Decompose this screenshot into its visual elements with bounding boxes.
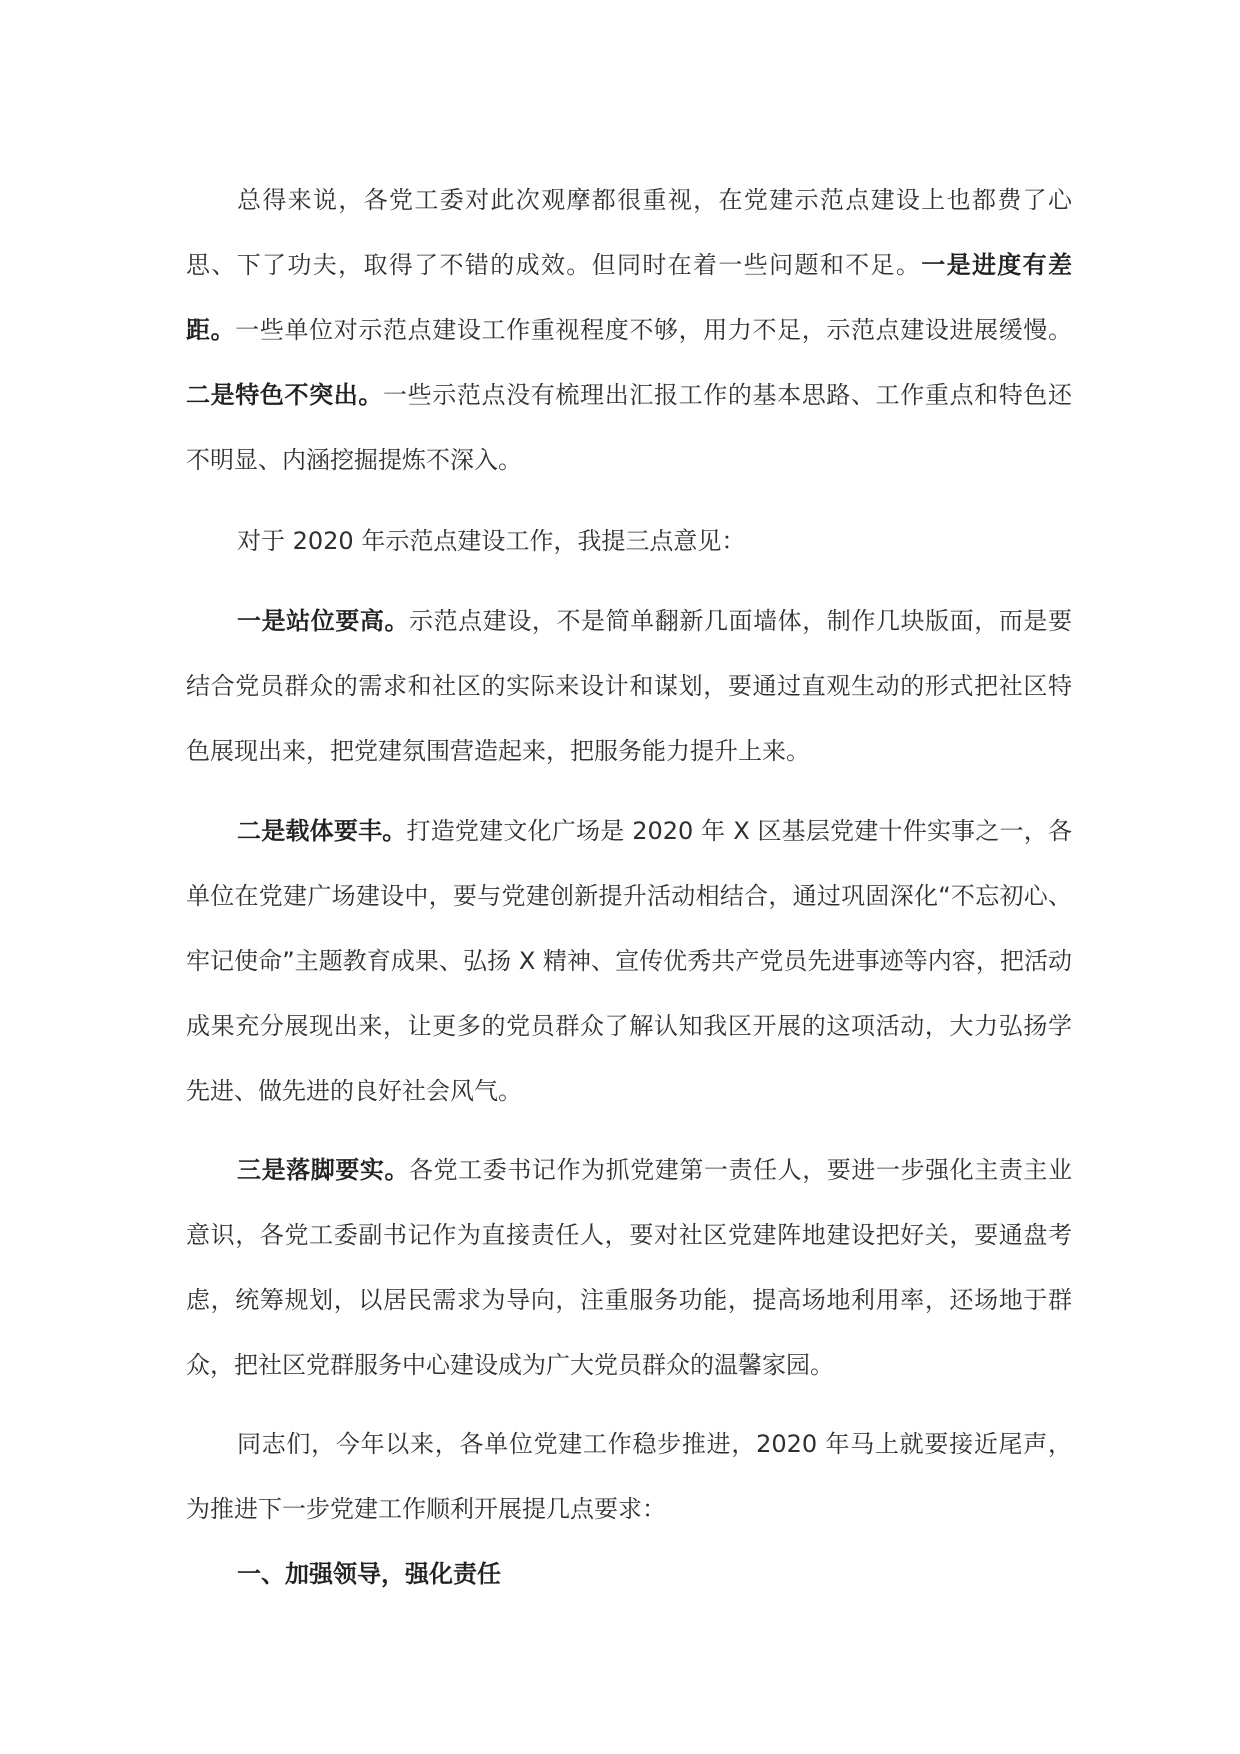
paragraph-opinion-1	[186, 589, 1072, 784]
bold-phrase: 二是载体要丰。	[237, 817, 407, 845]
paragraph-text: 打造党建文化广场是 2020 年 X 区基层党建十件实事之一，各单位在党建广场建设中，要与党建创新提升活动相结合，通过巩固深化“不忘初心、牢记使命”主题教育成果、弘扬 X 精神、宣传优秀共产党员先进事迹等内容，把活动成果充分展现出来，让更多的党员群众了解认知我区开展的这项活动，大力弘扬学先进、做先进的良好社会风气。	[186, 817, 1072, 1105]
bold-phrase: 一是站位要高。	[237, 607, 410, 635]
document-body	[186, 168, 1072, 1607]
paragraph-text: 对于 2020 年示范点建设工作，我提三点意见：	[237, 527, 746, 555]
paragraph-summary	[186, 168, 1072, 493]
section-heading: 一、加强领导，强化责任	[237, 1560, 501, 1588]
paragraph-text: 总得来说，各党工委对此次观摩都很重视，在党建示范点建设上也都费了心思、下了功夫，取得了不错的成效。但同时在着一些问题和不足。	[186, 186, 1072, 279]
paragraph-opinion-2	[186, 799, 1072, 1124]
paragraph-text: 示范点建设，不是简单翻新几面墙体，制作几块版面，而是要结合党员群众的需求和社区的实际来设计和谋划，要通过直观生动的形式把社区特色展现出来，把党建氛围营造起来，把服务能力提升上来。	[186, 607, 1072, 765]
bold-phrase: 一是进度有差距。	[186, 251, 1072, 344]
paragraph-text: 一些单位对示范点建设工作重视程度不够，用力不足，示范点建设进展缓慢。	[235, 316, 1073, 344]
bold-phrase: 二是特色不突出。	[186, 381, 384, 409]
paragraph-intro-opinions	[186, 509, 1072, 574]
bold-phrase: 三是落脚要实。	[237, 1156, 410, 1184]
paragraph-requirements-intro	[186, 1412, 1072, 1542]
paragraph-text: 各党工委书记作为抓党建第一责任人，要进一步强化主责主业意识，各党工委副书记作为直接责任人，要对社区党建阵地建设把好关，要通盘考虑，统筹规划，以居民需求为导向，注重服务功能，提高场地利用率，还场地于群众，把社区党群服务中心建设成为广大党员群众的温馨家园。	[186, 1156, 1072, 1379]
paragraph-text: 一些示范点没有梳理出汇报工作的基本思路、工作重点和特色还不明显、内涵挖掘提炼不深入。	[186, 381, 1073, 474]
paragraph-opinion-3	[186, 1138, 1072, 1398]
paragraph-text: 同志们，今年以来，各单位党建工作稳步推进，2020 年马上就要接近尾声，为推进下一步党建工作顺利开展提几点要求：	[186, 1430, 1072, 1523]
